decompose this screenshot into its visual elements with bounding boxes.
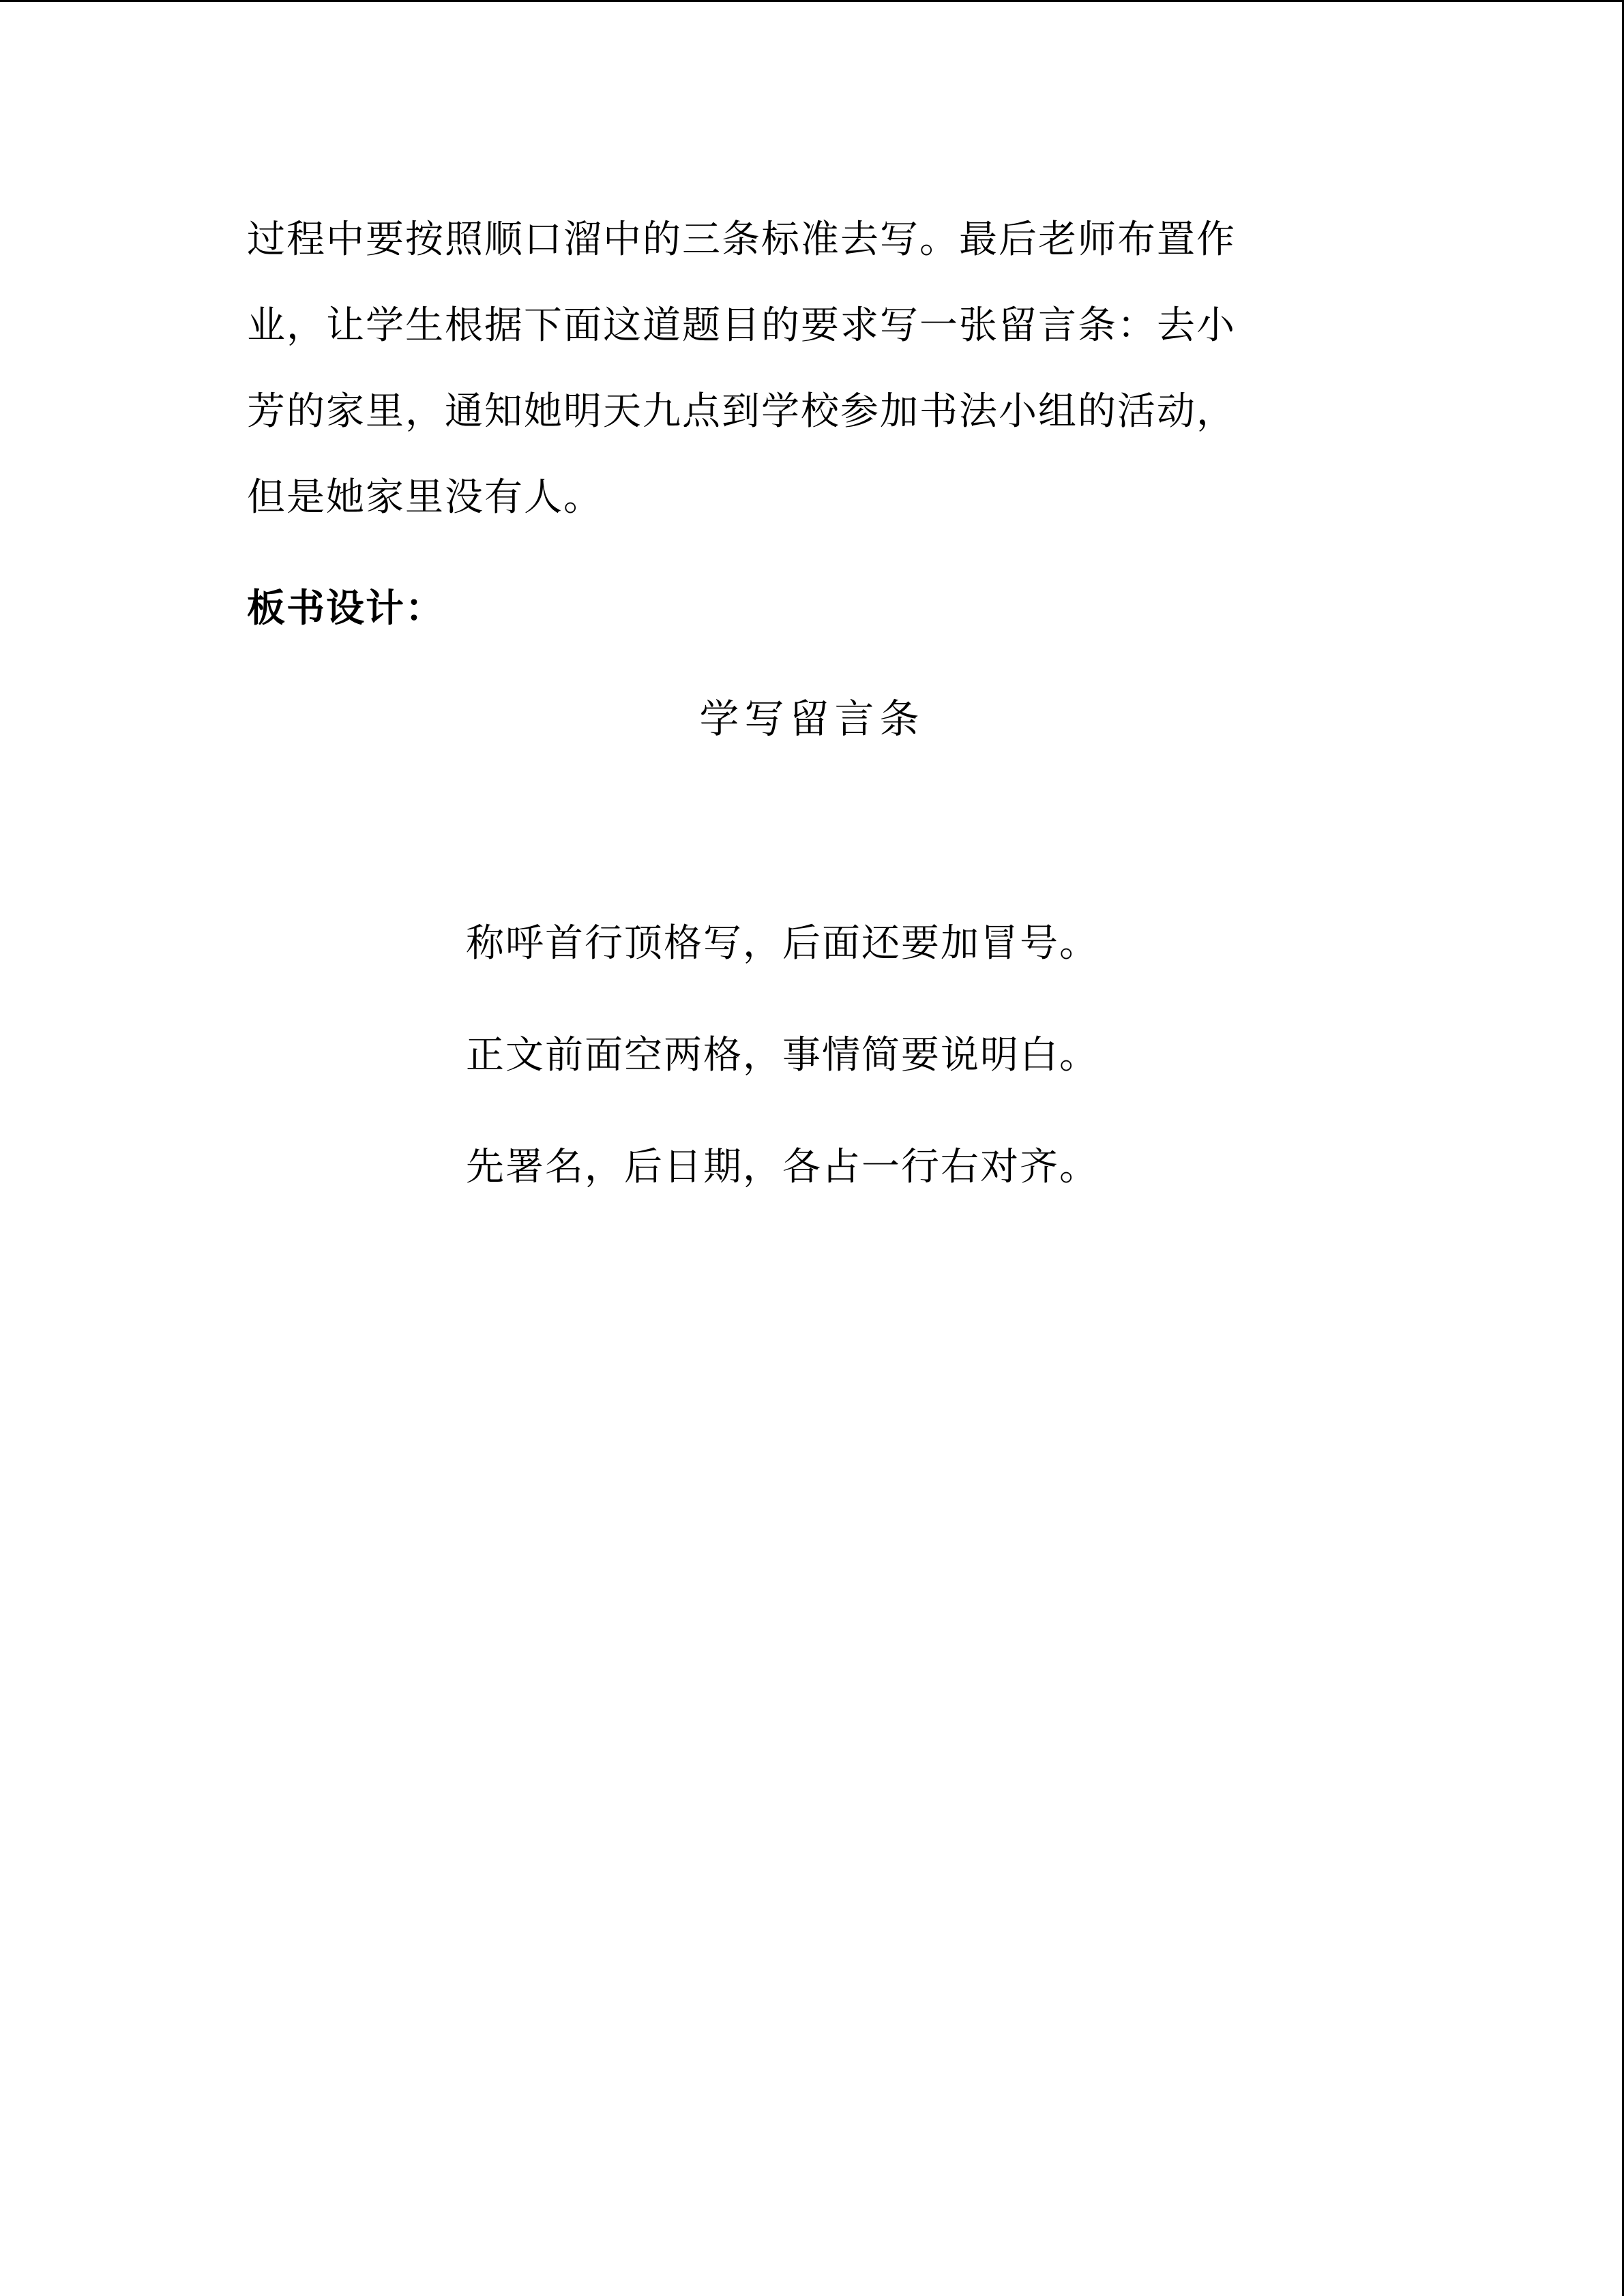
- board-title: 学写留言条: [699, 696, 925, 742]
- board-rule-3: 先署名，后日期，各占一行右对齐。: [466, 1145, 1099, 1189]
- paragraph-line-1: 过程中要按照顺口溜中的三条标准去写。最后老师布置作: [247, 218, 1236, 262]
- board-rule-1: 称呼首行顶格写，后面还要加冒号。: [466, 921, 1099, 966]
- paragraph-line-4: 但是她家里没有人。: [247, 475, 603, 520]
- paragraph-line-3: 芳的家里，通知她明天九点到学校参加书法小组的活动，: [247, 389, 1236, 434]
- section-heading: 板书设计：: [247, 586, 445, 631]
- page-border-top: [0, 0, 1624, 2]
- board-rule-2: 正文前面空两格，事情简要说明白。: [466, 1033, 1099, 1077]
- paragraph-line-2: 业，让学生根据下面这道题目的要求写一张留言条：去小: [247, 303, 1236, 348]
